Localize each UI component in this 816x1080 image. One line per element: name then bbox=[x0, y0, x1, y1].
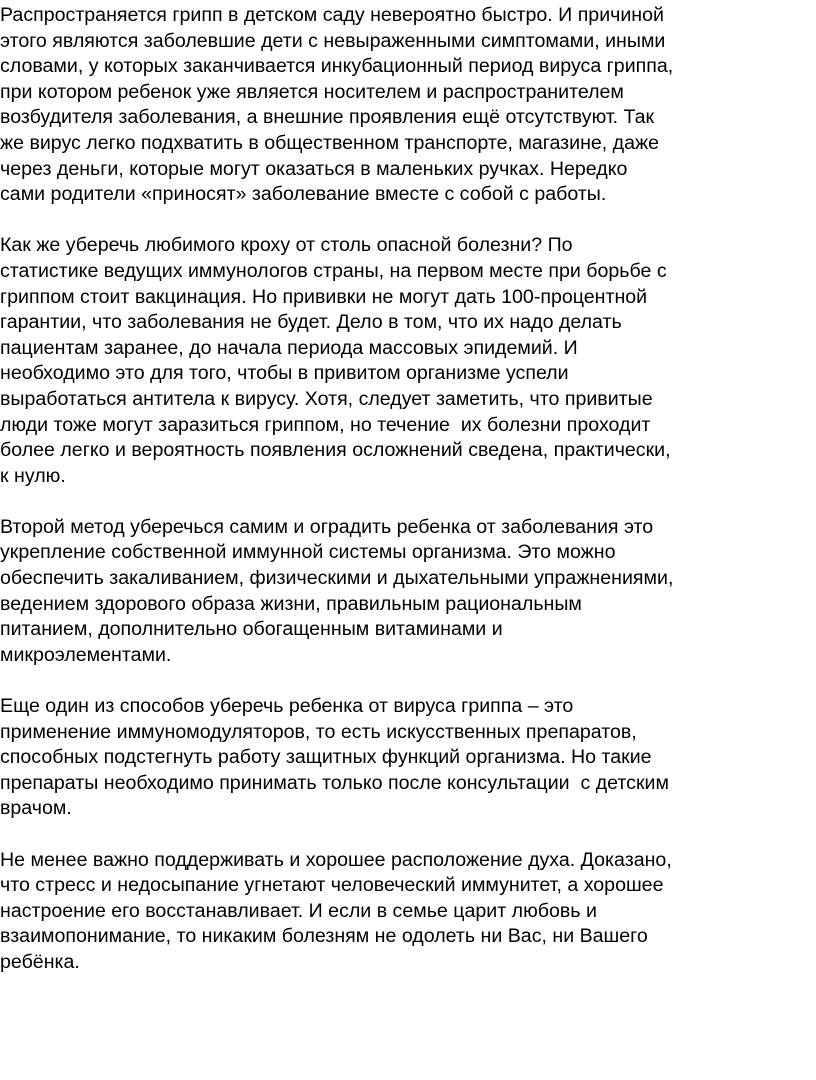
text-line: Второй метод уберечься самим и оградить ребенка от заболевания это bbox=[0, 515, 654, 538]
text-line: статистике ведущих иммунологов страны, на первом месте при борьбе с bbox=[0, 259, 667, 282]
text-line: обеспечить закаливанием, физическими и дыхательными упражнениями, bbox=[0, 567, 674, 590]
paragraph-1 bbox=[0, 3, 808, 208]
text-line: при котором ребенок уже является носителем и распространителем bbox=[0, 80, 624, 103]
text-line: ребёнка. bbox=[0, 950, 80, 973]
paragraph-5 bbox=[0, 848, 808, 976]
text-line: ведением здорового образа жизни, правильным рациональным bbox=[0, 592, 582, 615]
text-line: гриппом стоит вакцинация. Но прививки не могут дать 100-процентной bbox=[0, 285, 648, 308]
text-line: этого являются заболевшие дети с невыраженными симптомами, иными bbox=[0, 29, 666, 52]
text-line: гарантии, что заболевания не будет. Дело в том, что их надо делать bbox=[0, 311, 622, 334]
text-line: словами, у которых заканчивается инкубационный период вируса гриппа, bbox=[0, 55, 674, 78]
paragraph-2 bbox=[0, 233, 808, 489]
text-line: применение иммуномодуляторов, то есть искусственных препаратов, bbox=[0, 720, 637, 743]
text-line: Еще один из способов уберечь ребенка от вируса гриппа – это bbox=[0, 695, 574, 718]
text-line: настроение его восстанавливает. И если в семье царит любовь и bbox=[0, 899, 597, 922]
text-line: Распространяется грипп в детском саду невероятно быстро. И причиной bbox=[0, 4, 664, 26]
text-line: выработаться антитела к вирусу. Хотя, следует заметить, что привитые bbox=[0, 387, 653, 410]
text-line: способных подстегнуть работу защитных функций организма. Но такие bbox=[0, 746, 652, 769]
text-line: что стресс и недосыпание угнетают человеческий иммунитет, а хорошее bbox=[0, 874, 664, 897]
text-line: через деньги, которые могут оказаться в маленьких ручках. Нередко bbox=[0, 157, 628, 180]
text-line: Как же уберечь любимого кроху от столь опасной болезни? По bbox=[0, 234, 573, 257]
text-line: к нулю. bbox=[0, 464, 66, 487]
text-line: пациентам заранее, до начала периода массовых эпидемий. И bbox=[0, 336, 578, 359]
paragraph-3 bbox=[0, 515, 808, 669]
text-line: взаимопонимание, то никаким болезням не одолеть ни Вас, ни Вашего bbox=[0, 925, 648, 948]
text-line: более легко и вероятность появления осложнений сведена, практически, bbox=[0, 439, 671, 462]
text-line: врачом. bbox=[0, 797, 72, 820]
text-line: люди тоже могут заразиться гриппом, но течение их болезни проходит bbox=[0, 413, 651, 436]
text-line: Не менее важно поддерживать и хорошее расположение духа. Доказано, bbox=[0, 848, 672, 871]
text-line: микроэлементами. bbox=[0, 643, 172, 666]
text-line: необходимо это для того, чтобы в привитом организме успели bbox=[0, 362, 569, 385]
text-line: возбудителя заболевания, а внешние проявления ещё отсутствуют. Так bbox=[0, 106, 655, 129]
text-line: сами родители «приносят» заболевание вместе с собой с работы. bbox=[0, 183, 607, 206]
text-line: препараты необходимо принимать только после консультации с детским bbox=[0, 771, 669, 794]
text-line: питанием, дополнительно обогащенным витаминами и bbox=[0, 618, 503, 641]
paragraph-4 bbox=[0, 694, 808, 822]
text-line: укрепление собственной иммунной системы организма. Это можно bbox=[0, 541, 616, 564]
text-line: же вирус легко подхватить в общественном транспорте, магазине, даже bbox=[0, 131, 660, 154]
